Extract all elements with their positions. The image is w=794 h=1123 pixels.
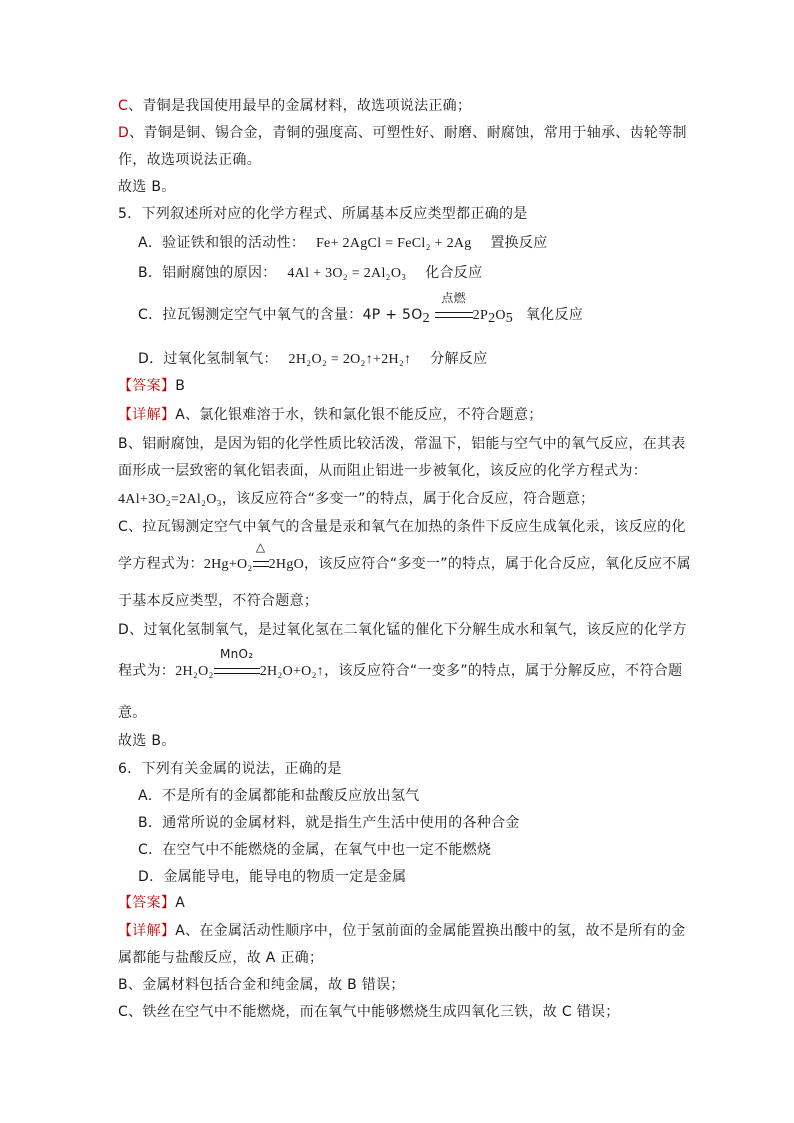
q5-detail-d-line-2: [118, 647, 683, 682]
q6-answer-value: A: [175, 895, 186, 911]
q5-answer-label: 【答案】: [118, 378, 176, 394]
q5-detail-a-text: A、氯化银难溶于水，铁和氯化银不能反应，不符合题意；: [175, 407, 543, 423]
q5-answer: [118, 376, 185, 396]
prev-d-label: D: [118, 125, 130, 141]
q5-option-a-formula: Fe+ 2AgCl = FeCl₂ + 2Ag: [315, 236, 472, 251]
q5-detail-a: [118, 405, 543, 425]
q5-detail-d-formula-right: 2H₂O+O₂↑: [259, 664, 325, 679]
q5-option-a: [138, 233, 548, 254]
q6-option-a: A．不是所有的金属都能和盐酸反应放出氢气: [138, 788, 420, 804]
q5-option-b: [138, 263, 482, 284]
q6-option-b: B．通常所说的金属材料，就是指生产生活中使用的各种合金: [138, 815, 520, 831]
q5-option-d-formula: 2H₂O₂ = 2O₂↑+2H₂↑: [288, 352, 412, 367]
prev-c-text: 、青铜是我国使用最早的金属材料，故选项说法正确；: [128, 98, 472, 114]
q6-detail-a-text-1: A、在金属活动性顺序中，位于氢前面的金属能置换出酸中的氢，故不是所有的金: [175, 923, 686, 939]
q5-option-b-formula: 4Al + 3O₂ = 2Al₂O₃: [287, 266, 407, 281]
q6-answer: [118, 893, 185, 913]
q5-option-c-condition-text: 点燃: [441, 291, 466, 305]
q6-option-c: C．在空气中不能燃烧的金属，在氧气中也一定不能燃烧: [138, 842, 492, 858]
q5-option-d: [138, 349, 487, 370]
q6-stem: 6．下列有关金属的说法，正确的是: [118, 761, 342, 777]
q5-option-c-label: C．拉瓦锡测定空气中氧气的含量：4P + 5O: [138, 307, 423, 323]
q5-answer-value: B: [175, 378, 186, 394]
q5-detail-b-line-3: [118, 489, 594, 510]
q5-option-c-type: 氧化反应: [525, 307, 584, 323]
q5-option-c-product: 2P: [472, 308, 489, 323]
q5-detail-d-condition-text: MnO₂: [219, 647, 254, 661]
q5-detail-c-line-1: C、拉瓦锡测定空气中氧气的含量是汞和氧气在加热的条件下反应生成氧化汞，该反应的化: [118, 519, 686, 535]
q5-detail-c-formula-left: 2Hg+O₂: [203, 557, 253, 572]
q5-detail-d-line-3: 意。: [118, 705, 147, 721]
prev-c-label: C: [118, 98, 129, 114]
q6-option-d: D．金属能导电，能导电的物质一定是金属: [138, 869, 407, 885]
prev-d-line-1: [118, 123, 687, 143]
q5-stem: 5．下列叙述所对应的化学方程式、所属基本反应类型都正确的是: [118, 206, 528, 222]
q5-detail-c-condition-text: △: [255, 540, 266, 554]
q5-detail-c-line-3: 于基本反应类型，不符合题意；: [118, 593, 319, 609]
q5-detail-d-line-1: D、过氧化氢制氧气，是过氧化氢在二氧化锰的催化下分解生成水和氧气，该反应的化学方: [118, 622, 687, 638]
q5-option-a-type: 置换反应: [490, 235, 548, 251]
q5-detail-c-line-2: [118, 540, 691, 575]
q5-detail-label: 【详解】: [118, 407, 176, 423]
q5-detail-c-line-2-text: ，该反应符合“多变一”的特点，属于化合反应，氧化反应不属: [304, 556, 691, 572]
prev-c-line: [118, 96, 471, 116]
q5-detail-d-pre: 程式为：: [118, 663, 176, 679]
q5-detail-c-condition: [253, 540, 269, 574]
q5-detail-b-line-2: 面形成一层致密的氧化铝表面，从而阻止铝进一步被氧化，该反应的化学方程式为：: [118, 463, 648, 479]
q6-detail-label: 【详解】: [118, 923, 176, 939]
q5-detail-c-pre: 学方程式为：: [118, 556, 204, 572]
q5-option-a-label: A．验证铁和银的活动性：: [138, 235, 306, 251]
q5-option-c-condition: [435, 291, 473, 325]
q5-detail-d-condition: [214, 647, 260, 681]
q5-conclusion: 故选 B。: [118, 733, 176, 749]
prev-conclusion: 故选 B。: [118, 179, 176, 195]
prev-d-text-1: 、青铜是铜、锡合金，青铜的强度高、可塑性好、耐磨、耐腐蚀，常用于轴承、齿轮等制: [129, 125, 687, 141]
q6-detail-c: C、铁丝在空气中不能燃烧，而在氧气中能够燃烧生成四氧化三铁，故 C 错误；: [118, 1004, 620, 1020]
q5-option-c: C．拉瓦锡测定空气中氧气的含量：$4P + 5O_2$ 点燃 $2P_2O_5$ 氧化反应: [138, 291, 584, 326]
q5-detail-d-formula-left: 2H₂O₂: [175, 664, 214, 679]
q6-detail-a-line-1: [118, 921, 686, 941]
q6-detail-a-line-2: 属都能与盐酸反应，故 A 正确；: [118, 950, 324, 966]
q5-detail-b-line-1: B、铝耐腐蚀，是因为铝的化学性质比较活泼，常温下，铝能与空气中的氧气反应，在其表: [118, 436, 686, 452]
q5-option-d-label: D．过氧化氢制氧气：: [138, 351, 278, 367]
q5-detail-b-line-3-text: ，该反应符合“多变一”的特点，属于化合反应，符合题意；: [221, 491, 595, 507]
q5-detail-d-line-2-text: ，该反应符合“一变多”的特点，属于分解反应，不符合题: [324, 663, 683, 679]
q5-detail-b-formula: 4Al+3O₂=2Al₂O₃: [118, 492, 222, 507]
prev-d-line-2: 作，故选项说法正确。: [118, 152, 261, 168]
q6-detail-b: B、金属材料包括合金和纯金属，故 B 错误；: [118, 977, 405, 993]
q5-option-d-type: 分解反应: [430, 351, 488, 367]
q6-answer-label: 【答案】: [118, 895, 176, 911]
q5-option-b-type: 化合反应: [425, 265, 483, 281]
q5-option-b-label: B．铝耐腐蚀的原因：: [138, 265, 277, 281]
q5-detail-c-formula-right: 2HgO: [268, 557, 305, 572]
